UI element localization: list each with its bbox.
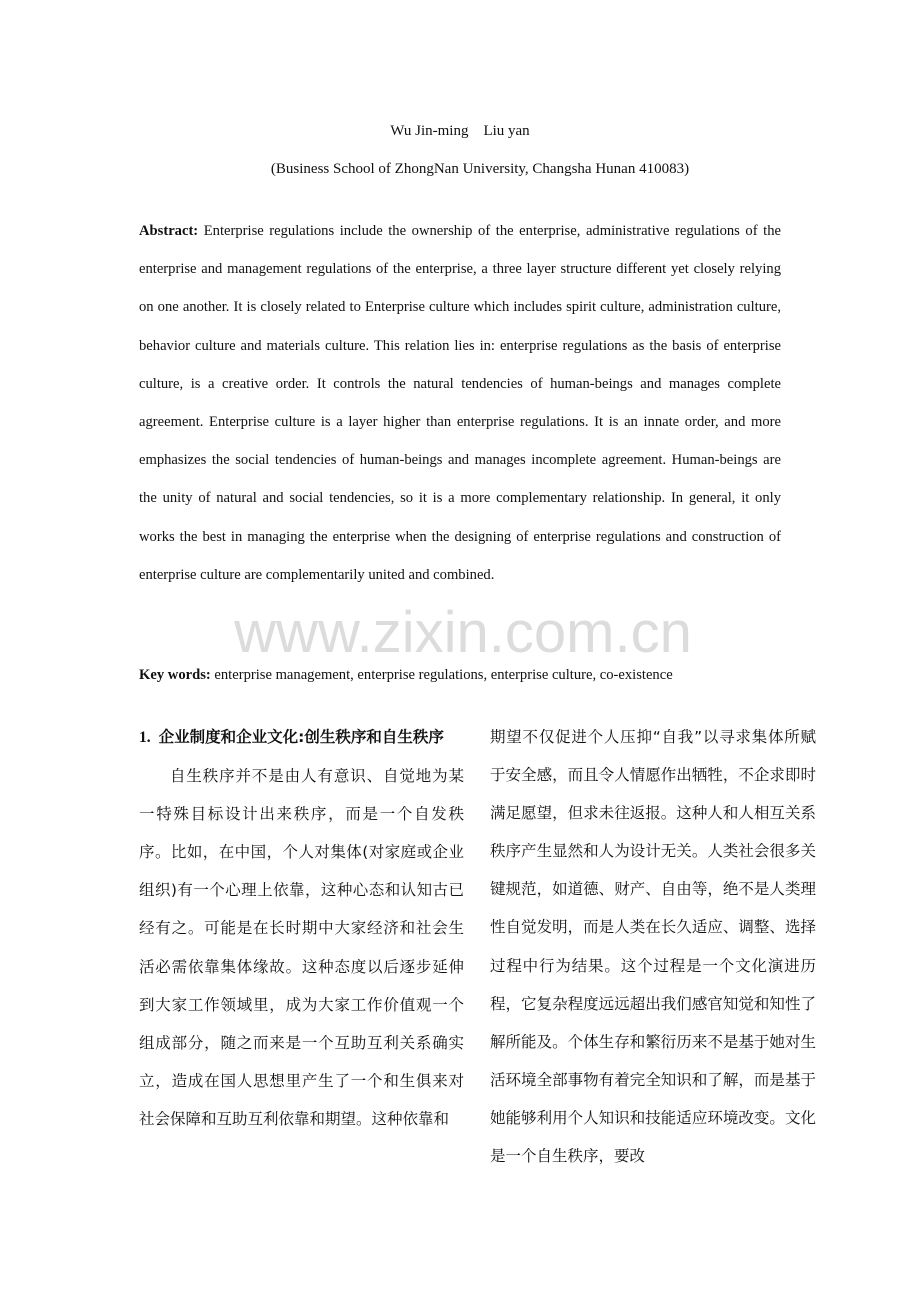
abstract-block xyxy=(139,212,781,594)
section-heading xyxy=(139,718,464,757)
keywords-text: enterprise management, enterprise regulations, enterprise culture, co-existence xyxy=(210,667,673,683)
author-names: Wu Jin-ming Liu yan xyxy=(390,123,530,139)
section-number: 1. xyxy=(139,729,151,746)
keywords-label: Key words: xyxy=(139,667,211,683)
body-paragraph-left: 自生秩序并不是由人有意识、自觉地为某一特殊目标设计出来秩序，而是一个自发秩序。比如，在中国，个人对集体(对家庭或企业组织)有一个心理上依靠，这种心态和认知古已经有之。可能是在长时期中大家经济和社会生活必需依靠集体缘故。这种态度以后逐步延伸到大家工作领域里，成为大家工作价值观一个组成部分，随之而来是一个互助互利关系确实立，造成在国人思想里产生了一个和生俱来对社会保障和互助互利依靠和期望。这种依靠和 xyxy=(139,767,464,1128)
body-paragraph-right: 期望不仅促进个人压抑“自我”以寻求集体所赋于安全感，而且令人情愿作出牺牲，不企求即时满足愿望，但求未往返报。这种人和人相互关系秩序产生显然和人为设计无关。人类社会很多关键规范，如道德、财产、自由等，绝不是人类理性自觉发明，而是人类在长久适应、调整、选择过程中行为结果。这个过程是一个文化演进历程，它复杂程度远远超出我们感官知觉和知性了解所能及。个体生存和繁衍历来不是基于她对生活环境全部事物有着完全知识和了解，而是基于她能够利用个人知识和技能适应环境改变。文化是一个自生秩序，要改 xyxy=(490,728,816,1166)
section-title: 企业制度和企业文化:创生秩序和自生秩序 xyxy=(158,728,444,746)
left-column xyxy=(139,718,464,1138)
keywords-block xyxy=(139,656,799,694)
abstract-label: Abstract: xyxy=(139,223,199,239)
abstract-text: Enterprise regulations include the ownership of the enterprise, administrative regulations of the enterprise and management regulations of the enterprise, a three layer structure different yet closely relying on one another. It is closely related to Enterprise culture which includes spirit culture, administration culture, behavior culture and materials culture. This relation lies in: enterprise regulations as the basis of enterprise culture, is a creative order. It controls the natural tendencies of human-beings and manages complete agreement. Enterprise culture is a layer higher than enterprise regulations. It is an innate order, and more emphasizes the social tendencies of human-beings and manages incomplete agreement. Human-beings are the unity of natural and social tendencies, so it is a more complementary relationship. In general, it only works the best in managing the enterprise when the designing of enterprise regulations and construction of enterprise culture are complementarily united and combined. xyxy=(139,223,781,583)
author-affiliation: (Business School of ZhongNan University, Changsha Hunan 410083) xyxy=(270,161,690,177)
right-column xyxy=(490,718,816,1175)
watermark: www.zixin.com.cn xyxy=(234,600,692,665)
